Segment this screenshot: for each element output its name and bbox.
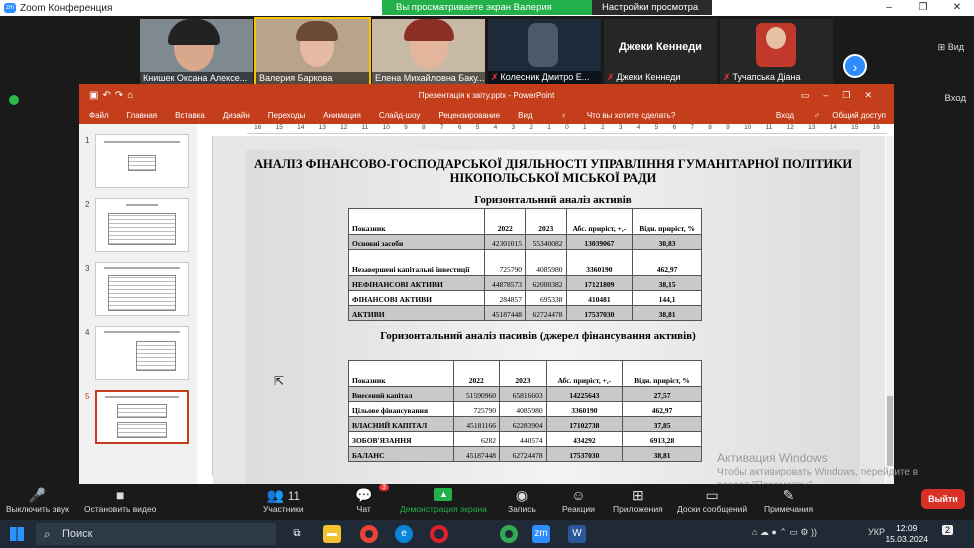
participant-tile-active[interactable]	[256, 19, 369, 84]
whiteboards-label: Доски сообщений	[677, 504, 748, 514]
edge-icon[interactable]: e	[395, 525, 413, 543]
table-cell: 37,85	[623, 417, 702, 432]
table-cell: 62000382	[525, 276, 566, 291]
table-row	[349, 402, 702, 417]
table-cell: 42301015	[485, 235, 526, 250]
thumb-line	[126, 204, 158, 206]
slide	[246, 150, 860, 484]
ruler-tick: 13	[318, 124, 326, 131]
chevron-right-icon[interactable]: ›	[843, 54, 867, 78]
ruler-tick: 14	[829, 124, 837, 131]
chat-badge: 3	[379, 484, 389, 491]
tab-slideshow[interactable]: Слайд-шоу	[378, 110, 421, 120]
reactions-label: Реакции	[562, 504, 595, 514]
table-cell: 51590960	[453, 387, 500, 402]
thumb-table	[117, 404, 167, 418]
thumb-line	[104, 267, 180, 269]
table-header-cell: Показник	[349, 361, 454, 387]
thumb-line	[105, 396, 179, 398]
share-label: Общий доступ	[832, 110, 886, 120]
chrome-profile-icon[interactable]	[500, 525, 518, 543]
record-label: Запись	[508, 504, 536, 514]
view-options-button[interactable]: Настройки просмотра	[592, 0, 712, 15]
ruler-tick: 1	[583, 124, 587, 131]
ruler-tick: 15	[851, 124, 859, 131]
participant-name-text: Джеки Кеннеди	[616, 72, 681, 82]
ruler-tick: 16	[872, 124, 880, 131]
table-cell: 3360190	[546, 402, 622, 417]
minimize-button[interactable]: –	[886, 2, 892, 13]
share-banner-message: Вы просматриваете экран Валерия	[382, 0, 592, 15]
participant-name: Книшек Оксана Алексе...	[140, 72, 253, 84]
table-header-cell: 2022	[453, 361, 500, 387]
left-margin	[0, 84, 78, 484]
participant-hair	[168, 19, 220, 45]
table-cell: 4085980	[500, 402, 547, 417]
table-row	[349, 432, 702, 447]
ruler-tick: 2	[529, 124, 533, 131]
table-cell: 38,81	[633, 306, 702, 321]
table-header-cell: Показник	[349, 209, 485, 235]
ruler-tick: 16	[254, 124, 262, 131]
table-cell: 3360190	[566, 250, 633, 276]
table-cell: 725790	[453, 402, 500, 417]
maximize-button[interactable]: ❐	[918, 2, 928, 13]
participant-tile[interactable]	[372, 19, 485, 84]
table-cell: 440574	[500, 432, 547, 447]
table-header-cell: 2023	[525, 209, 566, 235]
ruler-tick: 0	[565, 124, 569, 131]
table-cell: 65816603	[500, 387, 547, 402]
participants-button[interactable]	[263, 486, 304, 514]
slide-thumbnail[interactable]	[95, 134, 189, 188]
tab-file[interactable]: Файл	[89, 110, 109, 120]
share-screen-button[interactable]	[400, 486, 487, 514]
table-cell: 17102738	[546, 417, 622, 432]
ruler-tick: 7	[690, 124, 695, 131]
file-explorer-icon[interactable]: ▬	[323, 525, 341, 543]
quick-access-toolbar[interactable]: ▣↶↷⌂	[89, 89, 138, 101]
participant-face	[766, 27, 786, 49]
thumbnail-number: 2	[85, 200, 90, 209]
ruler-tick: 8	[708, 124, 712, 131]
participant-tile[interactable]	[140, 19, 253, 84]
sign-in-link[interactable]: Вход	[775, 110, 795, 120]
notifications-badge[interactable]: 2	[942, 525, 953, 535]
participant-name: Валерия Баркова	[256, 72, 369, 84]
tab-view[interactable]: Вид	[518, 110, 533, 120]
view-label: Вид	[947, 42, 964, 52]
thumb-table	[108, 213, 176, 245]
table-cell: 17537030	[566, 306, 633, 321]
windows-start-icon[interactable]	[10, 527, 24, 541]
tab-transitions[interactable]: Переходы	[267, 110, 306, 120]
mic-muted-icon: ✗	[491, 72, 499, 82]
table-header-cell: Абс. приріст, +,-	[566, 209, 633, 235]
table-row	[349, 291, 702, 306]
chat-icon: 💬	[355, 487, 373, 503]
table-cell: 55340082	[525, 235, 566, 250]
table2-title: Горизонтальний аналіз пасивів (джерел фінансування активів)	[380, 330, 696, 342]
table-cell: 434292	[546, 432, 622, 447]
participant-display-name: Джеки Кеннеди	[619, 41, 702, 53]
ruler-tick: 1	[547, 124, 551, 131]
opera-icon[interactable]	[430, 525, 448, 543]
table-cell: Цільове фінансування	[349, 402, 454, 417]
participant-name	[488, 71, 601, 84]
whiteboards-button[interactable]	[677, 486, 747, 514]
table-header-cell: 2022	[485, 209, 526, 235]
table-header-cell: Абс. приріст, +,-	[546, 361, 622, 387]
ruler-tick: 7	[439, 124, 444, 131]
tab-home[interactable]: Главная	[126, 110, 158, 120]
zoom-taskbar-icon[interactable]: zm	[532, 525, 550, 543]
table-cell: БАЛАНС	[349, 447, 454, 462]
ruler-tick: 10	[382, 124, 390, 131]
table-cell: 410481	[566, 291, 633, 306]
mic-muted-icon: ✗	[723, 72, 731, 82]
table-cell: 284857	[485, 291, 526, 306]
apps-icon: ⊞	[632, 487, 644, 503]
thumb-line	[104, 141, 180, 143]
share-screen-label: Демонстрация экрана	[400, 504, 487, 514]
word-icon[interactable]: W	[568, 525, 586, 543]
apps-button[interactable]	[613, 486, 663, 514]
table-cell: 14225643	[546, 387, 622, 402]
meeting-toolbar	[0, 484, 974, 520]
person-icon: ♂	[814, 110, 823, 120]
table-cell: НЕФІНАНСОВІ АКТИВИ	[349, 276, 485, 291]
table-cell: 4085980	[525, 250, 566, 276]
participant-name	[720, 71, 833, 84]
chat-button[interactable]	[355, 484, 386, 514]
chrome-icon[interactable]	[360, 525, 378, 543]
table-cell: 38,15	[633, 276, 702, 291]
task-view-icon[interactable]: ⧉	[293, 528, 301, 539]
table-cell: 144,1	[633, 291, 702, 306]
end-meeting-button[interactable]: Выйти	[921, 489, 965, 509]
tray-icons[interactable]: ⌂ ☁ ● ⌃ ▭ ⚙ ))	[752, 527, 817, 537]
tab-review[interactable]: Рецензирование	[438, 110, 501, 120]
slide-thumbnail[interactable]	[95, 198, 189, 252]
ruler-tick: 5	[475, 124, 480, 131]
table-cell: АКТИВИ	[349, 306, 485, 321]
slide-thumbnail[interactable]	[95, 262, 189, 316]
table-header-row	[349, 209, 702, 235]
close-button[interactable]: ✕	[952, 2, 962, 13]
participant-tile[interactable]	[488, 19, 601, 84]
table-row	[349, 250, 702, 276]
ruler-tick: 3	[511, 124, 516, 131]
participants-label: Участники	[263, 504, 304, 514]
table-cell: 44878573	[485, 276, 526, 291]
ruler-tick: 6	[457, 124, 462, 131]
participants-count: 11	[287, 490, 301, 503]
notes-label: Примечания	[764, 504, 814, 514]
slide-thumbnail-pane	[79, 124, 197, 484]
tab-animation[interactable]: Анимация	[323, 110, 361, 120]
ruler-tick: 3	[618, 124, 623, 131]
participants-icon: 👥 11	[266, 487, 301, 503]
ruler-tick: 11	[361, 124, 369, 131]
table-cell: ЗОБОВ'ЯЗАННЯ	[349, 432, 454, 447]
mic-muted-icon: ✗	[607, 72, 615, 82]
search-icon: ⌕	[44, 527, 51, 541]
clock-time: 12:09	[896, 523, 918, 533]
thumb-table	[108, 275, 176, 311]
thumbnail-number: 1	[85, 136, 90, 145]
ruler-tick: 6	[672, 124, 677, 131]
table-row	[349, 235, 702, 250]
ruler-tick: 8	[422, 124, 426, 131]
taskbar-search[interactable]	[36, 523, 276, 545]
table-cell: 45181166	[453, 417, 500, 432]
table-cell: 6913,28	[623, 432, 702, 447]
tab-insert[interactable]: Вставка	[175, 110, 205, 120]
whiteboard-icon: ▭	[705, 487, 719, 503]
tell-me-text: Что вы хотите сделать?	[586, 110, 676, 120]
slide-thumbnail-selected[interactable]	[95, 390, 189, 444]
chat-label: Чат	[356, 504, 371, 514]
mic-icon: 🎤	[28, 487, 47, 503]
table-row	[349, 276, 702, 291]
video-icon: ■	[115, 487, 125, 503]
participant-name: Елена Михайловна Баку...	[372, 72, 485, 84]
participant-gallery	[0, 16, 974, 84]
ruler-tick: 13	[808, 124, 816, 131]
ruler-tick: 12	[786, 124, 794, 131]
ppt-title-bar	[79, 84, 894, 106]
thumb-chart	[128, 155, 156, 171]
grid-icon: ⊞	[937, 42, 948, 52]
ruler-tick: 15	[275, 124, 283, 131]
horizontal-ruler	[247, 124, 887, 134]
reactions-button[interactable]	[562, 486, 595, 514]
zoom-logo-icon: zm	[6, 5, 14, 11]
table-cell: 38,81	[623, 447, 702, 462]
video-label: Остановить видео	[84, 504, 157, 514]
table-cell: 30,83	[633, 235, 702, 250]
assets-table	[348, 208, 702, 321]
clock[interactable]	[885, 523, 928, 545]
ruler-tick: 9	[404, 124, 408, 131]
tell-me-box[interactable]	[551, 111, 684, 120]
table-header-row	[349, 361, 702, 387]
table-cell: 695338	[525, 291, 566, 306]
thumb-line	[104, 331, 180, 333]
ruler-tick: 9	[726, 124, 730, 131]
record-button[interactable]	[508, 486, 536, 514]
ppt-window-controls[interactable]: ▭–❐✕	[800, 89, 886, 100]
table-cell: Основні засоби	[349, 235, 485, 250]
ruler-tick: 14	[297, 124, 305, 131]
slide-title: АНАЛІЗ ФІНАНСОВО-ГОСПОДАРСЬКОЇ ДІЯЛЬНОСТІ УПРАВЛІННЯ ГУМАНІТАРНОЇ ПОЛІТИКИ НІКОПОЛЬСЬКОЇ МІСЬКОЇ РАДИ	[253, 157, 853, 185]
table-cell: 6282	[453, 432, 500, 447]
share-screen-icon: ▲	[434, 488, 452, 501]
table-cell: 725790	[485, 250, 526, 276]
liabilities-table	[348, 360, 702, 462]
ruler-tick: 5	[654, 124, 659, 131]
thumb-table	[136, 341, 176, 371]
ruler-tick: 4	[493, 124, 498, 131]
watermark-line2: Чтобы активировать Windows, перейдите в	[717, 467, 919, 478]
participant-photo	[528, 23, 558, 67]
thumbnail-number: 4	[85, 328, 90, 337]
participant-name	[604, 71, 717, 84]
table-row	[349, 417, 702, 432]
tab-design[interactable]: Дизайн	[222, 110, 250, 120]
lightbulb-icon: ♀	[560, 110, 569, 120]
table-header-cell: 2023	[500, 361, 547, 387]
thumb-table	[117, 422, 167, 438]
participant-name-text: Тучапська Діана	[732, 72, 801, 82]
clock-date: 15.03.2024	[885, 534, 928, 544]
share-button[interactable]	[804, 111, 886, 120]
watermark-line1: Активация Windows	[717, 451, 828, 465]
table-cell: 13039067	[566, 235, 633, 250]
windows-taskbar	[0, 520, 974, 548]
table-cell: 27,57	[623, 387, 702, 402]
table-cell: 62724478	[525, 306, 566, 321]
thumbnail-number: 5	[85, 392, 90, 401]
participant-tile[interactable]	[720, 19, 833, 84]
table-cell: 62724478	[500, 447, 547, 462]
ruler-tick: 10	[744, 124, 752, 131]
table-cell: Незавершені капітальні інвестиції	[349, 250, 485, 276]
powerpoint-window	[79, 84, 894, 484]
window-title: Zoom Конференция	[20, 2, 113, 14]
table-header-cell: Відн. приріст, %	[623, 361, 702, 387]
table-header-cell: Відн. приріст, %	[633, 209, 702, 235]
stop-video-button[interactable]	[84, 486, 156, 514]
table-cell: 462,97	[623, 402, 702, 417]
participant-name-text: Колесник Дмитро Е...	[500, 72, 590, 82]
shield-icon[interactable]	[9, 95, 19, 105]
ruler-tick: 12	[340, 124, 348, 131]
exit-button[interactable]: Вход	[944, 93, 966, 104]
view-button[interactable]	[938, 42, 964, 53]
slide-thumbnail[interactable]	[95, 326, 189, 380]
notes-icon: ✎	[782, 487, 795, 503]
table1-title: Горизонтальний аналіз активів	[474, 194, 632, 206]
participant-hair	[404, 19, 454, 41]
apps-label: Приложения	[613, 504, 663, 514]
language-indicator[interactable]: УКР	[868, 527, 885, 537]
mute-label: Выключить звук	[6, 504, 69, 514]
table-cell: 45187448	[453, 447, 500, 462]
ruler-tick: 2	[600, 124, 605, 131]
participant-hair	[296, 21, 338, 41]
thumbnail-number: 3	[85, 264, 90, 273]
vertical-scrollbar[interactable]	[886, 136, 894, 484]
table-cell: 17121809	[566, 276, 633, 291]
table-cell: ФІНАНСОВІ АКТИВИ	[349, 291, 485, 306]
table-cell: 17537030	[546, 447, 622, 462]
mute-button[interactable]	[6, 486, 69, 514]
notes-button[interactable]	[764, 486, 813, 514]
vertical-ruler	[205, 136, 213, 476]
ribbon-tabs	[79, 106, 894, 124]
mouse-cursor-icon: ⇱	[274, 374, 285, 388]
reactions-icon: ☺	[571, 487, 586, 503]
ppt-filename: Презентація к звіту.pptx - PowerPoint	[418, 90, 555, 100]
ruler-tick: 4	[636, 124, 641, 131]
table-cell: 62283904	[500, 417, 547, 432]
record-icon: ◉	[515, 487, 529, 503]
table-cell: 462,97	[633, 250, 702, 276]
table-row	[349, 387, 702, 402]
table-row	[349, 306, 702, 321]
share-banner	[382, 0, 712, 15]
table-cell: Внесений капітал	[349, 387, 454, 402]
table-cell: ВЛАСНИЙ КАПІТАЛ	[349, 417, 454, 432]
search-placeholder: Поиск	[62, 528, 93, 540]
participant-tile[interactable]	[604, 19, 717, 84]
slide-canvas	[213, 136, 885, 484]
ruler-tick: 11	[765, 124, 773, 131]
table-cell: 45187448	[485, 306, 526, 321]
table-row	[349, 447, 702, 462]
